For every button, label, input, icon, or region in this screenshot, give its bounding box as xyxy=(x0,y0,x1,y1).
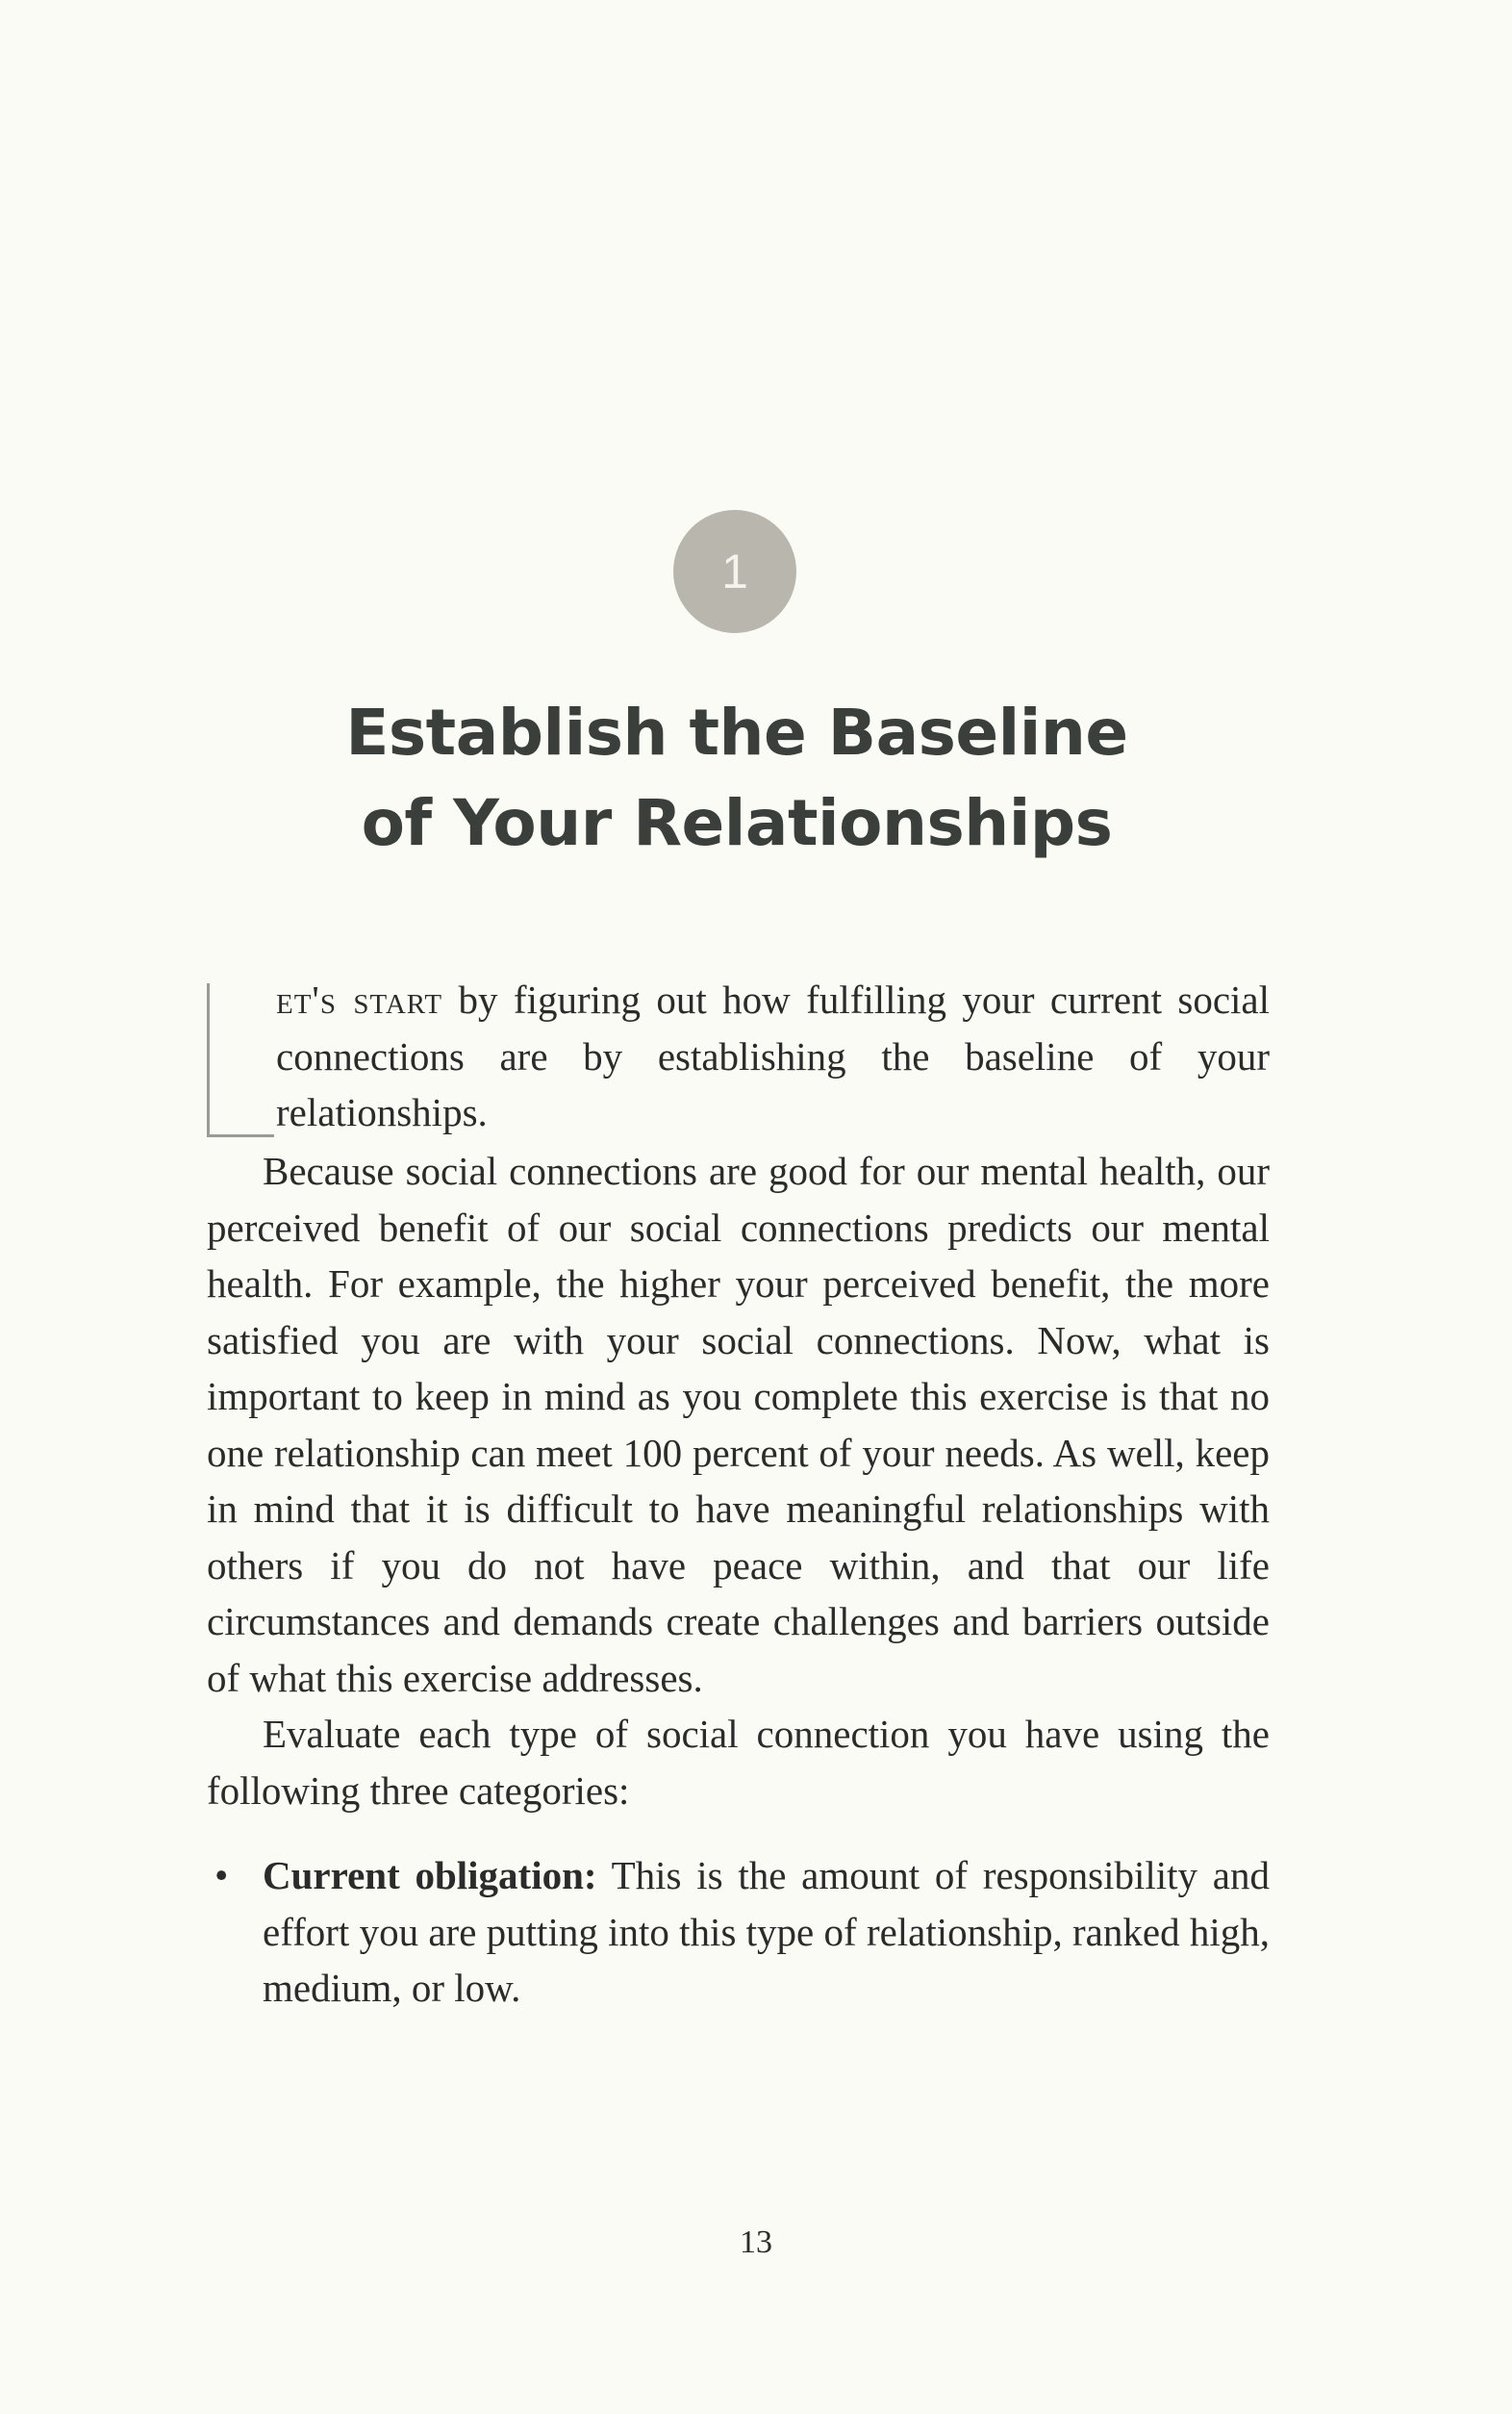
bullet-marker: • xyxy=(214,1853,229,1897)
chapter-title xyxy=(250,688,1223,869)
chapter-title-line-2: of Your Relationships xyxy=(361,786,1113,860)
chapter-title-line-1: Establish the Baseline xyxy=(345,696,1128,770)
page-number: 13 xyxy=(740,2224,772,2260)
opening-text: by figuring out how fulfilling your current social connections are by establishing the baseline of your relationships. xyxy=(276,978,1270,1134)
bullet-list xyxy=(207,1847,1270,2017)
opening-smallcaps: et's start xyxy=(276,978,443,1022)
list-item xyxy=(207,1847,1270,2017)
drop-cap xyxy=(207,983,274,1137)
list-item-text: This is the amount of responsibility and effort you are putting into this type of relationship, ranked high, medium, or low. xyxy=(263,1853,1270,2010)
opening-paragraph xyxy=(207,972,1270,1141)
body-paragraph: Evaluate each type of social connection you have using the following three categories: xyxy=(207,1712,1270,1813)
body-paragraph: Because social connections are good for our mental health, our perceived benefit of our social connections predicts our mental health. For example, the higher your perceived benefit, the more satisfied you are with your social connections. Now, what is important to keep in mind as you complete this exercise is that no one relationship can meet 100 percent of your needs. As well, keep in mind that it is difficult to have meaningful relationships with others if you do not have peace within, and that our life circumstances and demands create challenges and barriers outside of what this exercise addresses. xyxy=(207,1149,1270,1700)
list-item-term: Current obligation: xyxy=(263,1853,597,1897)
chapter-number-badge: 1 xyxy=(673,510,796,633)
